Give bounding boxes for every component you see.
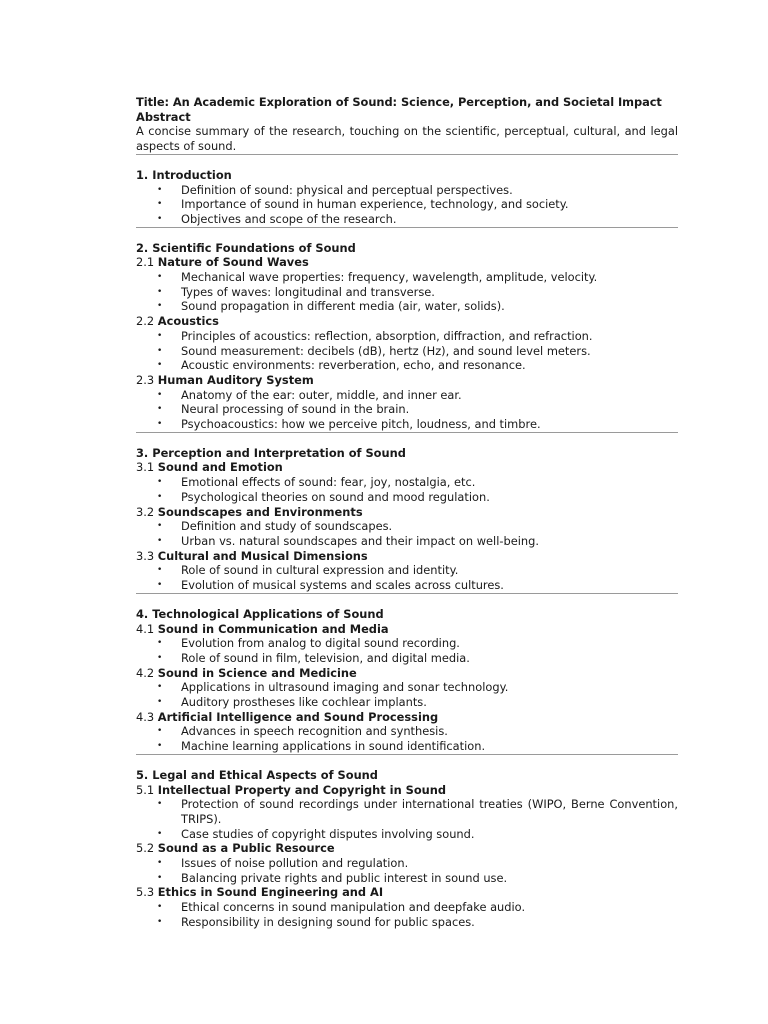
- bullet-list: [136, 724, 678, 753]
- subsection-number: 5.3: [136, 885, 155, 900]
- list-item-text: Neural processing of sound in the brain.: [181, 402, 410, 417]
- list-item: [136, 285, 678, 300]
- subsection-heading: [136, 373, 678, 388]
- bullet-list: [136, 636, 678, 665]
- bullet-list: [136, 388, 678, 432]
- list-item: [136, 871, 678, 886]
- subsection-title: Acoustics: [157, 314, 219, 329]
- bullet-icon: •: [157, 638, 163, 649]
- list-item: [136, 329, 678, 344]
- list-item-text: Mechanical wave properties: frequency, wavelength, amplitude, velocity.: [181, 270, 598, 285]
- subsection-title: Cultural and Musical Dimensions: [157, 548, 368, 563]
- list-item-text: Role of sound in cultural expression and identity.: [181, 563, 459, 578]
- subsection-number: 4.3: [136, 709, 155, 724]
- bullet-icon: •: [157, 345, 163, 356]
- list-item-text: Protection of sound recordings under international treaties (WIPO, Berne Convention, TRIPS).: [181, 797, 678, 826]
- bullet-icon: •: [157, 272, 163, 283]
- list-item-text: Issues of noise pollution and regulation.: [181, 856, 409, 871]
- section-heading: 5. Legal and Ethical Aspects of Sound: [136, 767, 378, 782]
- section-heading: 3. Perception and Interpretation of Sound: [136, 445, 406, 460]
- subsection-heading: [136, 783, 678, 798]
- list-item-text: Advances in speech recognition and synthesis.: [181, 724, 448, 739]
- subsection-heading: [136, 710, 678, 725]
- section-heading: 1. Introduction: [136, 167, 232, 182]
- bullet-icon: •: [157, 360, 163, 371]
- bullet-icon: •: [157, 828, 163, 839]
- section: [136, 433, 678, 593]
- list-item-text: Evolution from analog to digital sound recording.: [181, 636, 460, 651]
- list-item: [136, 856, 678, 871]
- bullet-list: [136, 797, 678, 841]
- list-item: [136, 900, 678, 915]
- list-item-text: Sound propagation in different media (air, water, solids).: [181, 299, 505, 314]
- list-item-text: Applications in ultrasound imaging and sonar technology.: [181, 680, 509, 695]
- list-item: [136, 519, 678, 534]
- bullet-icon: •: [157, 726, 163, 737]
- list-item-text: Role of sound in film, television, and digital media.: [181, 650, 470, 665]
- subsection-heading: [136, 622, 678, 637]
- subsection-title: Intellectual Property and Copyright in Sound: [157, 782, 447, 797]
- subsection-number: 2.2: [136, 314, 155, 329]
- subsection-title: Sound in Communication and Media: [157, 621, 389, 636]
- list-item: [136, 270, 678, 285]
- document-page: [136, 95, 678, 930]
- bullet-icon: •: [157, 697, 163, 708]
- subsection-number: 5.1: [136, 782, 155, 797]
- list-item: [136, 680, 678, 695]
- bullet-icon: •: [157, 491, 163, 502]
- bullet-icon: •: [157, 477, 163, 488]
- list-item-text: Principles of acoustics: reflection, absorption, diffraction, and refraction.: [181, 328, 593, 343]
- bullet-list: [136, 329, 678, 373]
- list-item: [136, 197, 678, 212]
- subsection-number: 2.1: [136, 255, 155, 270]
- list-item-text: Sound measurement: decibels (dB), hertz (Hz), and sound level meters.: [181, 343, 591, 358]
- list-item: [136, 563, 678, 578]
- list-item: [136, 578, 678, 593]
- list-item: [136, 183, 678, 198]
- section: [136, 594, 678, 754]
- bullet-icon: •: [157, 682, 163, 693]
- subsection-number: 4.2: [136, 665, 155, 680]
- subsection-title: Sound in Science and Medicine: [157, 665, 357, 680]
- bullet-icon: •: [157, 799, 163, 810]
- list-item: [136, 651, 678, 666]
- bullet-icon: •: [157, 389, 163, 400]
- bullet-list: [136, 475, 678, 504]
- bullet-list: [136, 563, 678, 592]
- list-item-text: Objectives and scope of the research.: [181, 211, 397, 226]
- list-item: [136, 475, 678, 490]
- subsection-title: Soundscapes and Environments: [157, 504, 363, 519]
- list-item-text: Types of waves: longitudinal and transverse.: [181, 284, 435, 299]
- subsection-heading: [136, 885, 678, 900]
- subsection-number: 2.3: [136, 372, 155, 387]
- list-item-text: Urban vs. natural soundscapes and their impact on well-being.: [181, 533, 539, 548]
- list-item-text: Psychological theories on sound and mood regulation.: [181, 489, 490, 504]
- list-item: [136, 417, 678, 432]
- subsection-heading: [136, 460, 678, 475]
- bullet-list: [136, 183, 678, 227]
- subsection-title: Artificial Intelligence and Sound Processing: [157, 709, 439, 724]
- list-item: [136, 388, 678, 403]
- list-item-text: Auditory prostheses like cochlear implants.: [181, 695, 427, 710]
- list-item: [136, 534, 678, 549]
- subsection-heading: [136, 666, 678, 681]
- list-item: [136, 739, 678, 754]
- section: [136, 228, 678, 432]
- bullet-icon: •: [157, 184, 163, 195]
- subsection-title: Sound as a Public Resource: [157, 841, 335, 856]
- list-item: [136, 797, 678, 826]
- section-heading: 2. Scientific Foundations of Sound: [136, 240, 356, 255]
- list-item-text: Acoustic environments: reverberation, echo, and resonance.: [181, 358, 526, 373]
- bullet-icon: •: [157, 213, 163, 224]
- bullet-icon: •: [157, 404, 163, 415]
- list-item: [136, 636, 678, 651]
- bullet-icon: •: [157, 286, 163, 297]
- bullet-list: [136, 900, 678, 929]
- subsection-number: 3.1: [136, 460, 155, 475]
- subsection-heading: [136, 314, 678, 329]
- bullet-list: [136, 270, 678, 314]
- list-item-text: Emotional effects of sound: fear, joy, nostalgia, etc.: [181, 475, 476, 490]
- list-item-text: Case studies of copyright disputes involving sound.: [181, 826, 475, 841]
- bullet-icon: •: [157, 565, 163, 576]
- subsection-heading: [136, 505, 678, 520]
- subsection-title: Ethics in Sound Engineering and AI: [157, 885, 384, 900]
- bullet-icon: •: [157, 301, 163, 312]
- list-item: [136, 212, 678, 227]
- list-item-text: Importance of sound in human experience, technology, and society.: [181, 197, 569, 212]
- bullet-icon: •: [157, 916, 163, 927]
- list-item: [136, 402, 678, 417]
- section: [136, 155, 678, 227]
- subsection-number: 5.2: [136, 841, 155, 856]
- subsection-heading: [136, 549, 678, 564]
- section-heading: 4. Technological Applications of Sound: [136, 606, 384, 621]
- bullet-list: [136, 680, 678, 709]
- document-body: [136, 155, 678, 930]
- bullet-icon: •: [157, 199, 163, 210]
- list-item: [136, 299, 678, 314]
- list-item-text: Ethical concerns in sound manipulation and deepfake audio.: [181, 900, 526, 915]
- bullet-list: [136, 519, 678, 548]
- subsection-title: Sound and Emotion: [157, 460, 283, 475]
- bullet-list: [136, 856, 678, 885]
- subsection-number: 3.3: [136, 548, 155, 563]
- bullet-icon: •: [157, 902, 163, 913]
- subsection-heading: [136, 841, 678, 856]
- list-item-text: Machine learning applications in sound identification.: [181, 739, 486, 754]
- bullet-icon: •: [157, 872, 163, 883]
- list-item-text: Responsibility in designing sound for public spaces.: [181, 914, 475, 929]
- bullet-icon: •: [157, 858, 163, 869]
- list-item-text: Definition and study of soundscapes.: [181, 519, 393, 534]
- section: [136, 755, 678, 930]
- document-title: Title: An Academic Exploration of Sound: Science, Perception, and Societal Impact: [136, 95, 662, 109]
- list-item-text: Definition of sound: physical and perceptual perspectives.: [181, 182, 513, 197]
- list-item: [136, 490, 678, 505]
- bullet-icon: •: [157, 419, 163, 430]
- subsection-title: Nature of Sound Waves: [157, 255, 309, 270]
- bullet-icon: •: [157, 741, 163, 752]
- list-item: [136, 827, 678, 842]
- bullet-icon: •: [157, 652, 163, 663]
- list-item: [136, 915, 678, 930]
- list-item: [136, 695, 678, 710]
- list-item-text: Evolution of musical systems and scales across cultures.: [181, 578, 504, 593]
- bullet-icon: •: [157, 521, 163, 532]
- subsection-title: Human Auditory System: [157, 372, 314, 387]
- list-item: [136, 358, 678, 373]
- list-item: [136, 724, 678, 739]
- abstract-heading: Abstract: [136, 109, 191, 124]
- subsection-number: 4.1: [136, 621, 155, 636]
- bullet-icon: •: [157, 330, 163, 341]
- list-item-text: Anatomy of the ear: outer, middle, and inner ear.: [181, 387, 462, 402]
- bullet-icon: •: [157, 535, 163, 546]
- subsection-number: 3.2: [136, 504, 155, 519]
- subsection-heading: [136, 255, 678, 270]
- bullet-icon: •: [157, 580, 163, 591]
- abstract-text: A concise summary of the research, touching on the scientific, perceptual, cultural, and legal aspects of sound.: [136, 124, 678, 154]
- list-item: [136, 344, 678, 359]
- list-item-text: Psychoacoustics: how we perceive pitch, loudness, and timbre.: [181, 417, 541, 432]
- list-item-text: Balancing private rights and public interest in sound use.: [181, 870, 508, 885]
